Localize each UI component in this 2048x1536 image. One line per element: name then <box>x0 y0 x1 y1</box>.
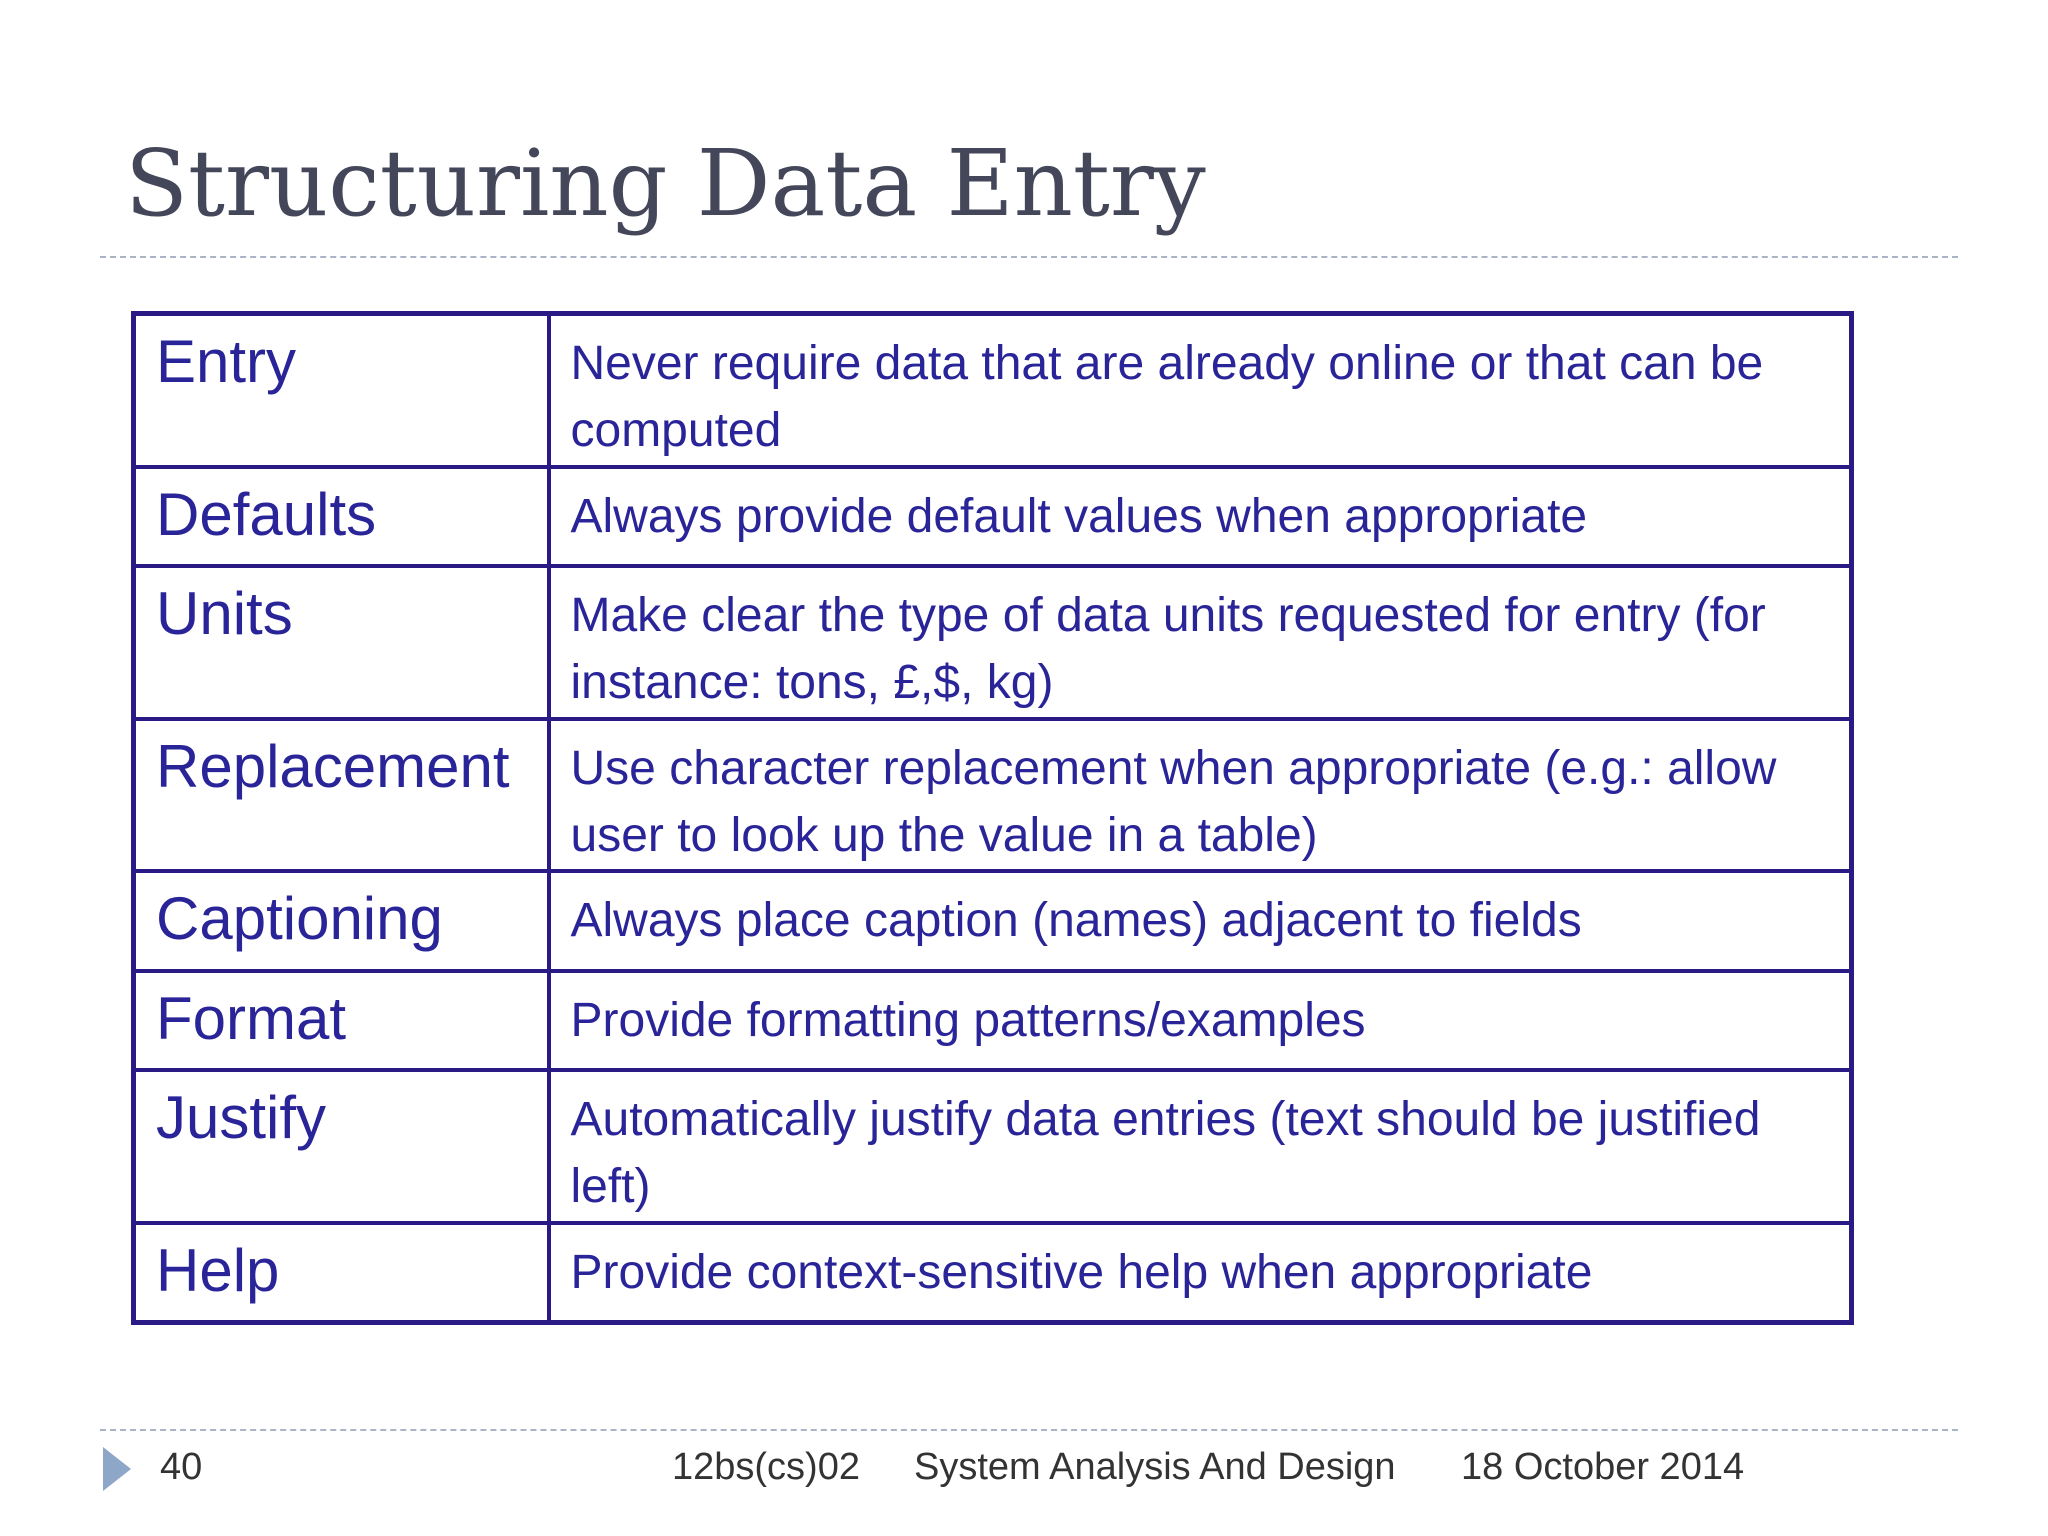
table-row <box>134 566 1852 719</box>
page-number: 40 <box>160 1446 203 1488</box>
row-description: Automatically justify data entries (text should be justified left) <box>549 1070 1852 1223</box>
row-description: Always place caption (names) adjacent to fields <box>549 871 1852 970</box>
table-row <box>134 719 1852 872</box>
row-term: Entry <box>134 314 549 467</box>
table-row <box>134 1223 1852 1323</box>
data-entry-table <box>131 311 1854 1325</box>
row-term: Defaults <box>134 467 549 566</box>
course-name: System Analysis And Design <box>914 1446 1396 1488</box>
row-term: Replacement <box>134 719 549 872</box>
table-row <box>134 971 1852 1070</box>
row-description: Provide context-sensitive help when appropriate <box>549 1223 1852 1323</box>
row-term: Captioning <box>134 871 549 970</box>
table-row <box>134 314 1852 467</box>
triangle-right-icon <box>103 1447 131 1491</box>
title-divider <box>100 256 1958 258</box>
row-term: Format <box>134 971 549 1070</box>
row-description: Always provide default values when appropriate <box>549 467 1852 566</box>
row-description: Use character replacement when appropriate (e.g.: allow user to look up the value in a table) <box>549 719 1852 872</box>
row-term: Help <box>134 1223 549 1323</box>
row-description: Never require data that are already online or that can be computed <box>549 314 1852 467</box>
row-term: Justify <box>134 1070 549 1223</box>
slide-date: 18 October 2014 <box>1461 1446 1745 1488</box>
slide-title: Structuring Data Entry <box>125 130 1206 237</box>
row-description: Make clear the type of data units requested for entry (for instance: tons, £,$, kg) <box>549 566 1852 719</box>
table-row <box>134 871 1852 970</box>
course-code: 12bs(cs)02 <box>672 1446 860 1488</box>
table-row <box>134 467 1852 566</box>
table-row <box>134 1070 1852 1223</box>
row-term: Units <box>134 566 549 719</box>
footer-divider <box>100 1429 1958 1431</box>
row-description: Provide formatting patterns/examples <box>549 971 1852 1070</box>
